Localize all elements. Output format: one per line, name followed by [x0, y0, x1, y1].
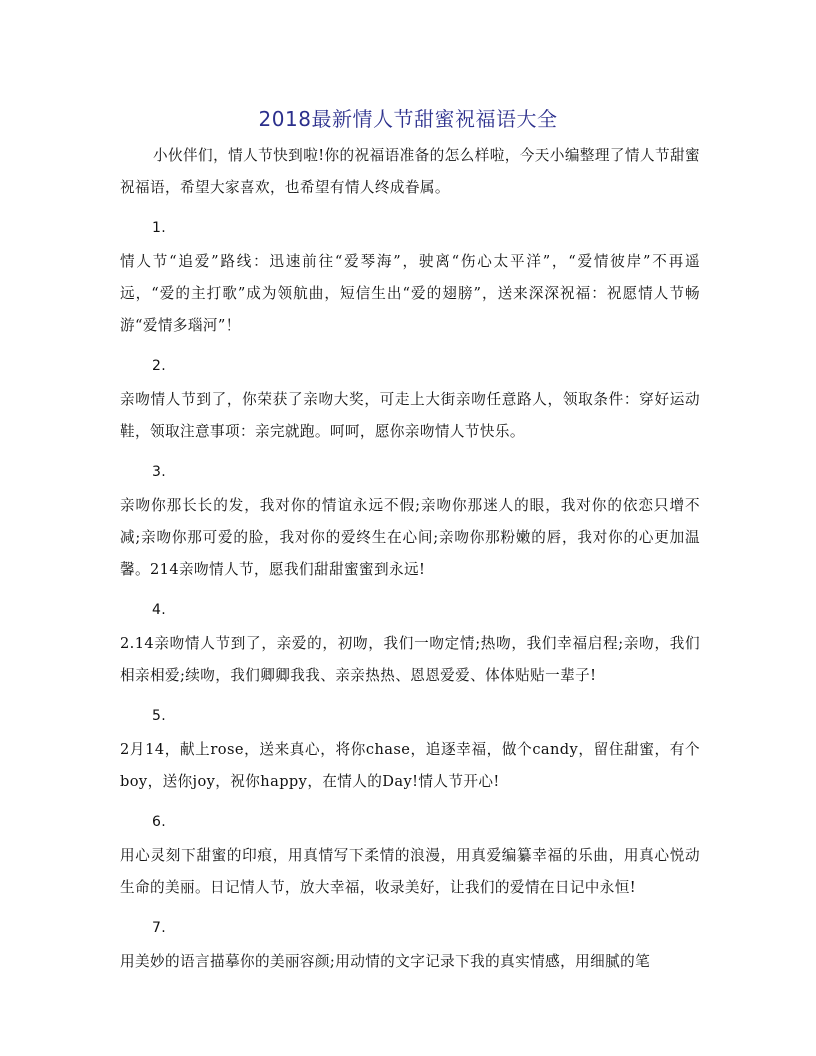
intro-paragraph: 小伙伴们，情人节快到啦!你的祝福语准备的怎么样啦，今天小编整理了情人节甜蜜祝福语，希望大家喜欢，也希望有情人终成眷属。: [120, 147, 700, 196]
item-text: 2.14亲吻情人节到了，亲爱的，初吻，我们一吻定情;热吻，我们幸福启程;亲吻，我们相亲相爱;续吻，我们卿卿我我、亲亲热热、恩恩爱爱、体体贴贴一辈子!: [120, 635, 700, 684]
item-text: 2月14，献上rose，送来真心，将你chase，追逐幸福，做个candy，留住甜蜜，有个boy，送你joy，祝你happy，在情人的Day!情人节开心!: [120, 741, 700, 790]
item-text: 用美妙的语言描摹你的美丽容颜;用动情的文字记录下我的真实情感，用细腻的笔: [120, 953, 651, 970]
item-number: 3.: [152, 464, 167, 480]
item-number: 2.: [152, 358, 167, 374]
item-text: 亲吻情人节到了，你荣获了亲吻大奖，可走上大街亲吻任意路人，领取条件：穿好运动鞋，领取注意事项：亲完就跑。呵呵，愿你亲吻情人节快乐。: [120, 391, 700, 440]
document-title: 2018最新情人节甜蜜祝福语大全: [258, 107, 558, 131]
item-text: 亲吻你那长长的发，我对你的情谊永远不假;亲吻你那迷人的眼，我对你的依恋只增不减;亲吻你那可爱的脸，我对你的爱终生在心间;亲吻你那粉嫩的唇，我对你的心更加温馨。214亲吻情人节，愿我们甜甜蜜蜜到永远!: [120, 497, 700, 578]
item-number: 4.: [152, 602, 167, 618]
item-number: 6.: [152, 814, 167, 830]
item-number: 5.: [152, 708, 167, 724]
item-text: 用心灵刻下甜蜜的印痕，用真情写下柔情的浪漫，用真爱编纂幸福的乐曲，用真心悦动生命的美丽。日记情人节，放大幸福，收录美好，让我们的爱情在日记中永恒!: [120, 847, 700, 896]
document-body: [120, 140, 700, 978]
item-number: 1.: [152, 220, 167, 236]
item-text: 情人节“追爱”路线：迅速前往“爱琴海”，驶离“伤心太平洋”，“爱情彼岸”不再遥远，“爱的主打歌”成为领航曲，短信生出“爱的翅膀”，送来深深祝福：祝愿情人节畅游“爱情多瑙河”！: [120, 253, 700, 334]
item-number: 7.: [152, 920, 167, 936]
